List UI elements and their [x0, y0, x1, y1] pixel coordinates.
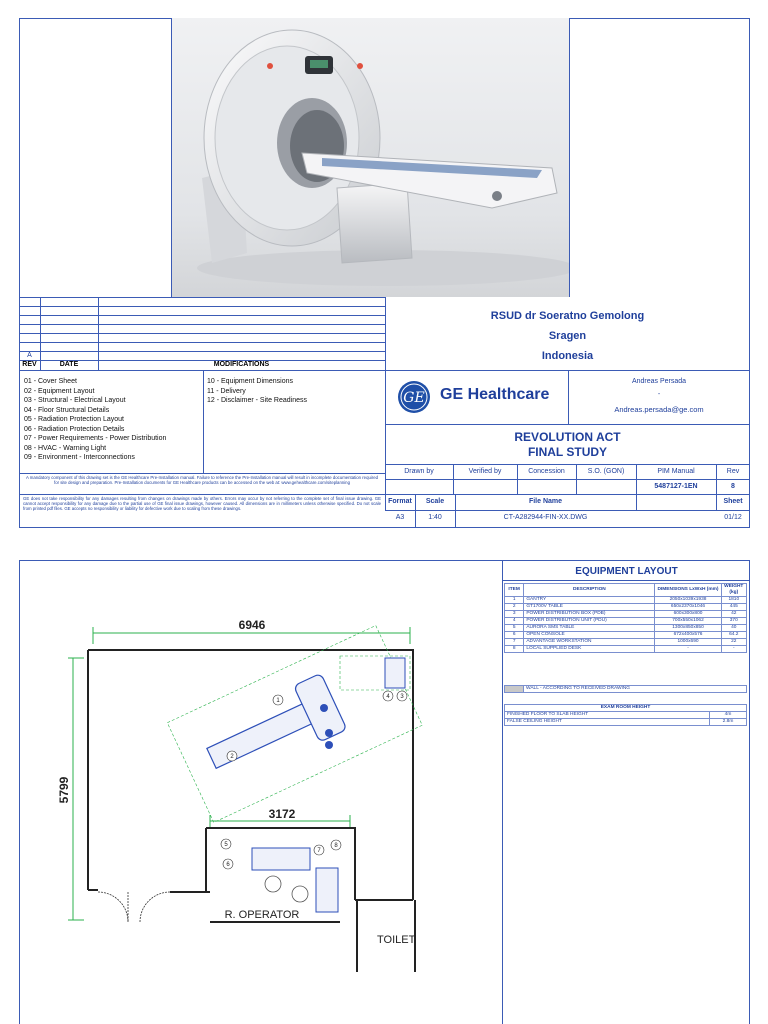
- operator-room-label: R. OPERATOR: [224, 909, 300, 921]
- table-row: [505, 611, 747, 618]
- table-cell: 1000x690: [655, 639, 721, 646]
- legend-row: [505, 686, 747, 693]
- table-cell: 1810: [721, 597, 746, 604]
- table-cell: 42: [721, 611, 746, 618]
- disclaimer-liability: GE does not take responsibility for any damages resulting from changes on drawings made by others. Errors may occur by not referring to the complete set of final issue drawing. GE cannot accept responsibility for any damage due to the partial use of GE final issue drawings, however caused. All dimensions are in millimeters unless otherwise specified. Do not scale from printed pdf files. GE accepts no responsibility or liability for defective work due to scaling from these drawings.: [23, 496, 381, 512]
- format-value: A3: [395, 514, 405, 521]
- table-row: [505, 712, 747, 719]
- workstation-desk: [316, 868, 338, 912]
- table-cell: AURORA SMS TABLE: [524, 625, 655, 632]
- table-cell: ADVANTAGE WORKSTATION: [524, 639, 655, 646]
- table-cell: 4: [505, 618, 524, 625]
- format-header: Format: [388, 498, 412, 505]
- table-cell: 1300x850x850: [655, 625, 721, 632]
- table-cell: -: [721, 646, 746, 653]
- brand-name: GE Healthcare: [440, 386, 550, 403]
- dim-control-label: 3172: [268, 807, 296, 821]
- toilet-label: TOILET: [377, 934, 416, 946]
- table-row: [505, 597, 747, 604]
- concession-header: Concession: [528, 468, 565, 475]
- callout-4: 4: [386, 694, 390, 700]
- list-item: 02 - Equipment Layout: [24, 387, 95, 395]
- table-row: [505, 618, 747, 625]
- legend-wall-label: WALL - ACCORDING TO RECEIVED DRAWING: [524, 686, 747, 693]
- pim-manual-header: PIM Manual: [657, 468, 695, 475]
- site-address: [385, 306, 750, 366]
- walls: [88, 650, 415, 972]
- chair: [292, 886, 308, 902]
- scale-header: Scale: [425, 498, 445, 505]
- callout-7: 7: [317, 848, 321, 854]
- rev-value: A: [27, 352, 32, 359]
- ct-scanner-photo: [171, 18, 570, 297]
- table-cell: 6: [505, 632, 524, 639]
- file-name-header: File Name: [528, 498, 563, 505]
- table-cell: FINISHED FLOOR TO SLAB HEIGHT: [505, 712, 710, 719]
- table-cell: 3: [505, 611, 524, 618]
- rev-number-value: 8: [731, 483, 735, 490]
- rev-header: REV: [22, 361, 37, 368]
- table-cell: OPEN CONSOLE: [524, 632, 655, 639]
- callout-1: 1: [276, 698, 280, 704]
- so-header: S.O. (GON): [587, 468, 625, 475]
- contact-email: Andreas.persada@ge.com: [614, 405, 704, 414]
- table-cell: GANTRY: [524, 597, 655, 604]
- ge-logo-icon: [398, 381, 430, 413]
- dim-width-label: 6946: [238, 618, 266, 632]
- callout-2: 2: [230, 754, 234, 760]
- file-name-value: CT-A282944-FIN-XX.DWG: [503, 514, 588, 521]
- project-stage: FINAL STUDY: [527, 445, 608, 459]
- ct-table-plan: [198, 673, 347, 786]
- chair: [265, 876, 281, 892]
- floor-plan: [20, 600, 500, 1024]
- callout-5: 5: [224, 842, 228, 848]
- svg-text:GE: GE: [403, 390, 425, 406]
- col-description: DESCRIPTION: [524, 584, 655, 597]
- equipment-layout-title: EQUIPMENT LAYOUT: [575, 566, 678, 577]
- table-cell: 650x2370x1046: [655, 604, 721, 611]
- table-cell: LOCAL SUPPLIED DESK: [524, 646, 655, 653]
- table-cell: 2050x1039x1938: [655, 597, 721, 604]
- table-cell: 64.2: [721, 632, 746, 639]
- table-row: [505, 639, 747, 646]
- list-item: 12 - Disclaimer - Site Readiness: [207, 397, 307, 404]
- table-row: [505, 625, 747, 632]
- rev-number-header: Rev: [726, 468, 740, 475]
- site-name: RSUD dr Soeratno Gemolong: [490, 310, 645, 322]
- table-cell: 7: [505, 639, 524, 646]
- drawing-list-right: [207, 377, 307, 406]
- table-cell: POWER DISTRIBUTION BOX (PDB): [524, 611, 655, 618]
- pdb-unit: [385, 658, 405, 688]
- table-cell: 2.8m: [710, 719, 747, 726]
- table-cell: -: [655, 646, 721, 653]
- table-cell: 370: [721, 618, 746, 625]
- table-cell: GT1700V TABLE: [524, 604, 655, 611]
- room-height-title: EXAM ROOM HEIGHT: [505, 705, 747, 712]
- date-header: DATE: [59, 361, 79, 368]
- dim-height-label: 5799: [57, 776, 71, 804]
- table-cell: 2: [505, 604, 524, 611]
- modifications-header: MODIFICATIONS: [213, 361, 270, 368]
- table-header-row: [505, 584, 747, 597]
- site-country: Indonesia: [541, 350, 594, 362]
- list-item: 05 - Radiation Protection Layout: [24, 416, 125, 423]
- verified-by-header: Verified by: [468, 468, 502, 475]
- callout-6: 6: [226, 862, 230, 868]
- table-cell: POWER DISTRIBUTION UNIT (PDU): [524, 618, 655, 625]
- table-cell: 5: [505, 625, 524, 632]
- table-cell: FALSE CEILING HEIGHT: [505, 719, 710, 726]
- table-row: [505, 632, 747, 639]
- contact-name: Andreas Persada: [631, 378, 687, 385]
- list-item: 08 - HVAC - Warning Light: [24, 444, 107, 452]
- drawn-by-header: Drawn by: [404, 468, 434, 475]
- table-cell: 22: [721, 639, 746, 646]
- list-item: 10 - Equipment Dimensions: [207, 378, 293, 385]
- callout-8: 8: [334, 843, 338, 849]
- project-name: REVOLUTION ACT: [514, 430, 621, 444]
- door-swing: [98, 892, 170, 922]
- table-cell: 4m: [710, 712, 747, 719]
- console-desk: [252, 848, 310, 870]
- table-cell: 445: [721, 604, 746, 611]
- sheet-value: 01/12: [724, 514, 742, 521]
- table-cell: 40: [721, 625, 746, 632]
- disclaimer-preinstall: A mandatory component of this drawing set is the GE Healthcare Pre-Installation manual. Failure to reference the Pre-Installation manual will result in incomplete documentation required for site design and preparation. Pre-Installation documents for GE Healthcare products can be accessed on the web at: www.gehealthcare.com/siteplanning: [25, 475, 379, 486]
- list-item: 01 - Cover Sheet: [24, 378, 77, 385]
- sheet-header: Sheet: [723, 498, 743, 505]
- equipment-table: [504, 583, 747, 653]
- table-row: [505, 604, 747, 611]
- list-item: 04 - Floor Structural Details: [24, 406, 110, 414]
- scale-value: 1:40: [428, 514, 442, 521]
- list-item: 11 - Delivery: [207, 387, 246, 395]
- table-cell: 8: [505, 646, 524, 653]
- col-item: ITEM: [505, 584, 524, 597]
- col-dimensions: DIMENSIONS LxWxH (mm): [655, 584, 721, 597]
- pim-manual-value: 5487127-1EN: [654, 483, 698, 490]
- table-row: [505, 719, 747, 726]
- col-weight: WEIGHT (kg): [721, 584, 746, 597]
- legend-table: [504, 685, 747, 693]
- site-city: Sragen: [548, 330, 587, 342]
- drawing-list-left: [24, 377, 166, 463]
- table-cell: 700x550x1062: [655, 618, 721, 625]
- list-item: 07 - Power Requirements - Power Distribution: [24, 435, 167, 442]
- contact-separator: -: [657, 391, 661, 398]
- room-height-table: [504, 704, 747, 726]
- table-row: [505, 646, 747, 653]
- ct-scanner-illustration: [172, 18, 569, 297]
- list-item: 06 - Radiation Protection Details: [24, 425, 125, 433]
- table-cell: 672x400x576: [655, 632, 721, 639]
- project-title: [385, 430, 750, 460]
- table-cell: 600x300x800: [655, 611, 721, 618]
- table-cell: 1: [505, 597, 524, 604]
- list-item: 09 - Environment - Interconnections: [24, 454, 135, 461]
- callout-3: 3: [400, 694, 404, 700]
- wall-swatch: [505, 686, 524, 693]
- list-item: 03 - Structural - Electrical Layout: [24, 397, 126, 404]
